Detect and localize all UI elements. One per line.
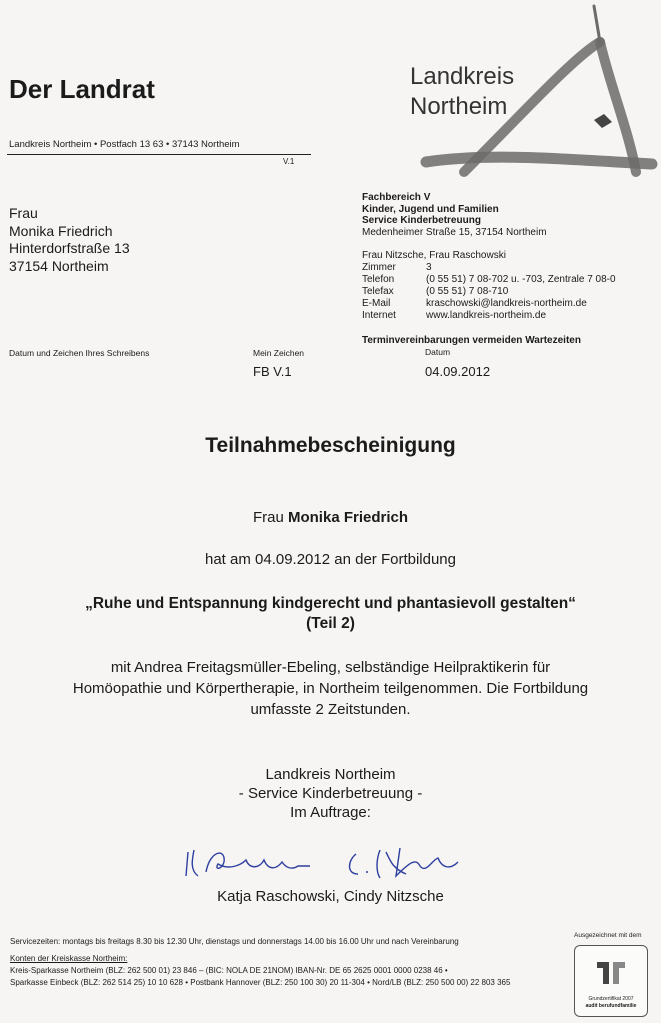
logo-wordmark bbox=[410, 62, 514, 122]
closing-line-2: - Service Kinderbetreuung - bbox=[238, 785, 423, 802]
signatures bbox=[180, 840, 480, 890]
seal-line-2: audit berufundfamilie bbox=[585, 1003, 637, 1009]
contact-value: www.landkreis-northeim.de bbox=[426, 310, 547, 321]
sender-divider bbox=[7, 154, 311, 155]
closing-block bbox=[0, 765, 661, 822]
date-value: 04.09.2012 bbox=[425, 364, 491, 379]
description-paragraph bbox=[0, 657, 661, 720]
description-line-2: Homöopathie und Körpertherapie, in Northeim teilgenommen. Die Fortbildung bbox=[72, 680, 589, 697]
course-title: „Ruhe und Entspannung kindgerecht und phantasievoll gestalten“ bbox=[85, 595, 576, 612]
recipient-city: 37154 Northeim bbox=[9, 257, 109, 274]
recipient-address bbox=[9, 205, 130, 275]
contact-row-phone bbox=[362, 274, 616, 286]
contact-key: Zimmer bbox=[362, 262, 396, 273]
recipient-name: Monika Friedrich bbox=[9, 222, 113, 239]
logo-line-1: Landkreis bbox=[410, 63, 515, 90]
contact-persons: Frau Nitzsche, Frau Raschowski bbox=[362, 250, 506, 261]
appointment-note: Terminvereinbarungen vermeiden Wartezeiten bbox=[362, 335, 581, 346]
contact-value: (0 55 51) 7 08-710 bbox=[426, 286, 509, 297]
closing-line-1: Landkreis Northeim bbox=[265, 766, 396, 783]
contact-value: (0 55 51) 7 08-702 u. -703, Zentrale 7 08-0 bbox=[426, 274, 616, 285]
signature-nitzsche bbox=[350, 848, 459, 878]
description-line-1: mit Andrea Freitagsmüller-Ebeling, selbständige Heilpraktikerin für bbox=[110, 659, 551, 676]
signatories: Katja Raschowski, Cindy Nitzsche bbox=[217, 888, 444, 905]
your-reference-label: Datum und Zeichen Ihres Schreibens bbox=[9, 348, 150, 358]
contact-value: kraschowski@landkreis-northeim.de bbox=[426, 298, 587, 309]
department-address: Medenheimer Straße 15, 37154 Northeim bbox=[362, 226, 547, 238]
my-reference-label: Mein Zeichen bbox=[253, 348, 305, 358]
department-line-2: Kinder, Jugend und Familien bbox=[362, 203, 499, 215]
signature-raschowski bbox=[186, 850, 310, 876]
participant-prefix: Frau bbox=[252, 509, 284, 526]
seal-line-1: Grundzertifikat 2007 bbox=[588, 996, 634, 1002]
course-part: (Teil 2) bbox=[306, 615, 355, 632]
recipient-salutation: Frau bbox=[9, 205, 38, 221]
audit-seal bbox=[574, 945, 648, 1017]
contact-row-internet bbox=[362, 310, 616, 322]
contact-key: Internet bbox=[362, 310, 396, 321]
contact-row-fax bbox=[362, 286, 616, 298]
department-block bbox=[362, 192, 547, 238]
audit-seal-icon bbox=[595, 958, 627, 988]
contact-value: 3 bbox=[426, 262, 432, 273]
seal-label: Ausgezeichnet mit dem bbox=[574, 932, 642, 939]
my-reference-value: FB V.1 bbox=[253, 364, 292, 379]
department-line-3: Service Kinderbetreuung bbox=[362, 215, 481, 226]
sender-address-line: Landkreis Northeim • Postfach 13 63 • 37143 Northeim bbox=[9, 139, 240, 150]
contact-table bbox=[362, 262, 616, 322]
account-line-1: Kreis-Sparkasse Northeim (BLZ: 262 500 01) 23 846 – (BIC: NOLA DE 21NOM) IBAN-Nr. DE 65 2625 0001 0000 0238 46 • bbox=[10, 966, 448, 975]
department-line-1: Fachbereich V bbox=[362, 192, 431, 203]
service-hours: Servicezeiten: montags bis freitags 8.30 bis 12.30 Uhr, dienstags und donnerstags 14.00 bis 16.00 Uhr und nach Vereinbarung bbox=[10, 937, 459, 946]
logo-line-2: Northeim bbox=[410, 93, 508, 120]
description-line-3: umfasste 2 Zeitstunden. bbox=[250, 701, 411, 718]
date-label: Datum bbox=[425, 347, 451, 357]
contact-key: E-Mail bbox=[362, 298, 391, 309]
contact-block bbox=[362, 250, 616, 322]
closing-line-3: Im Auftrage: bbox=[290, 804, 371, 821]
participant-name: Monika Friedrich bbox=[287, 509, 409, 526]
letterhead-title: Der Landrat bbox=[9, 74, 155, 104]
contact-key: Telefax bbox=[362, 286, 394, 297]
contact-key: Telefon bbox=[362, 274, 395, 285]
contact-row-room bbox=[362, 262, 616, 274]
attended-line: hat am 04.09.2012 an der Fortbildung bbox=[204, 551, 456, 568]
accounts-label: Konten der Kreiskasse Northeim: bbox=[10, 954, 128, 963]
recipient-street: Hinterdorfstraße 13 bbox=[9, 240, 130, 256]
participant-line bbox=[0, 509, 661, 526]
contact-row-email bbox=[362, 298, 616, 310]
certificate-heading: Teilnahmebescheinigung bbox=[205, 434, 456, 457]
account-line-2: Sparkasse Einbeck (BLZ: 262 514 25) 10 10 628 • Postbank Hannover (BLZ: 250 100 30) 20 11-304 • Nord/LB (BLZ: 250 500 00) 22 803 365 bbox=[10, 978, 511, 987]
version-label: V.1 bbox=[283, 157, 295, 166]
